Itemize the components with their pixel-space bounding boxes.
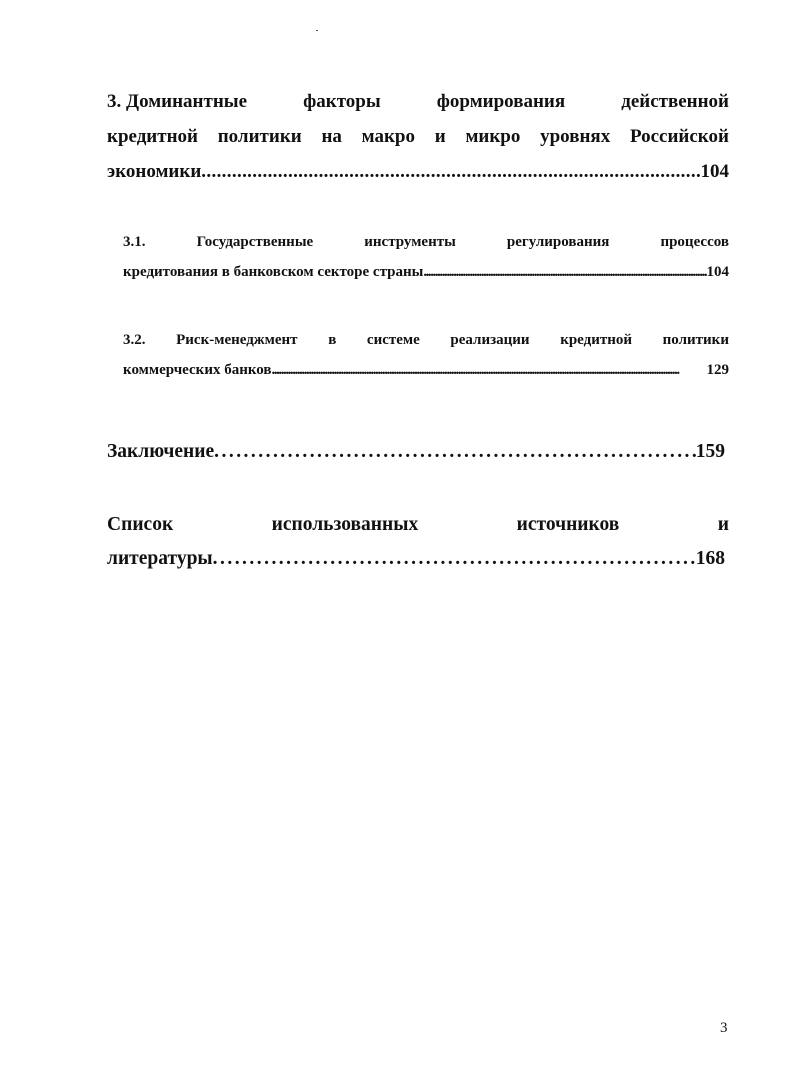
toc-word: системе <box>366 332 420 348</box>
toc-entry-references-line-2[interactable] <box>107 548 725 570</box>
toc-entry-text: коммерческих банков <box>123 362 272 378</box>
toc-word: формирования <box>436 91 566 112</box>
toc-word: кредитной <box>560 332 633 348</box>
toc-word: Список <box>107 514 174 535</box>
toc-page-number: 104 <box>706 264 729 280</box>
toc-entry-subsection-3-2-line-2[interactable] <box>123 362 729 379</box>
toc-word: процессов <box>660 234 729 250</box>
toc-word: реализации <box>450 332 530 348</box>
toc-word: в <box>328 332 337 348</box>
toc-word: микро <box>465 126 521 147</box>
dot-leader <box>423 264 706 281</box>
toc-word: макро <box>361 126 415 147</box>
toc-word: политики <box>662 332 729 348</box>
toc-entry-section-3-line-3[interactable] <box>107 161 729 183</box>
toc-word: действенной <box>621 91 729 112</box>
toc-word: на <box>321 126 342 147</box>
toc-page-number: 104 <box>700 161 729 182</box>
toc-word: 3. Доминантные <box>107 91 248 112</box>
toc-entry-subsection-3-1-line-2[interactable] <box>123 264 729 281</box>
toc-entry-subsection-3-1-line-1[interactable] <box>123 234 729 251</box>
toc-word: 3.1. <box>123 234 146 250</box>
toc-word: политики <box>217 126 302 147</box>
toc-entry-references-line-1[interactable] <box>107 514 729 536</box>
toc-word: использованных <box>271 514 419 535</box>
toc-page-number: 159 <box>695 441 725 462</box>
toc-entry-text: Заключение <box>107 441 215 462</box>
toc-word: кредитной <box>107 126 198 147</box>
toc-word: Российской <box>629 126 729 147</box>
toc-entry-text: экономики <box>107 161 202 182</box>
scan-speck <box>316 30 318 31</box>
toc-word: источников <box>516 514 620 535</box>
toc-entry-subsection-3-2-line-1[interactable] <box>123 332 729 349</box>
toc-word: факторы <box>303 91 381 112</box>
toc-entry-text: литературы <box>107 548 213 569</box>
toc-word: и <box>434 126 446 147</box>
toc-entry-conclusion[interactable] <box>107 441 725 463</box>
toc-entry-section-3-line-2[interactable] <box>107 126 729 148</box>
toc-word: Риск-менеджмент <box>176 332 298 348</box>
toc-word: уровнях <box>540 126 611 147</box>
toc-word: инструменты <box>364 234 456 250</box>
dot-leader <box>201 161 700 183</box>
toc-page-number: 129 <box>706 362 729 378</box>
toc-page-number: 168 <box>695 548 725 569</box>
toc-entry-text: кредитования в банковском секторе страны <box>123 264 424 280</box>
toc-word: и <box>717 514 729 535</box>
dot-leader <box>272 362 707 379</box>
dot-leader <box>213 548 696 570</box>
toc-word: Государственные <box>196 234 314 250</box>
page-number: 3 <box>720 1020 728 1036</box>
toc-word: регулирования <box>506 234 610 250</box>
toc-word: 3.2. <box>123 332 146 348</box>
toc-entry-section-3-line-1[interactable] <box>107 91 729 113</box>
dot-leader <box>214 441 696 463</box>
